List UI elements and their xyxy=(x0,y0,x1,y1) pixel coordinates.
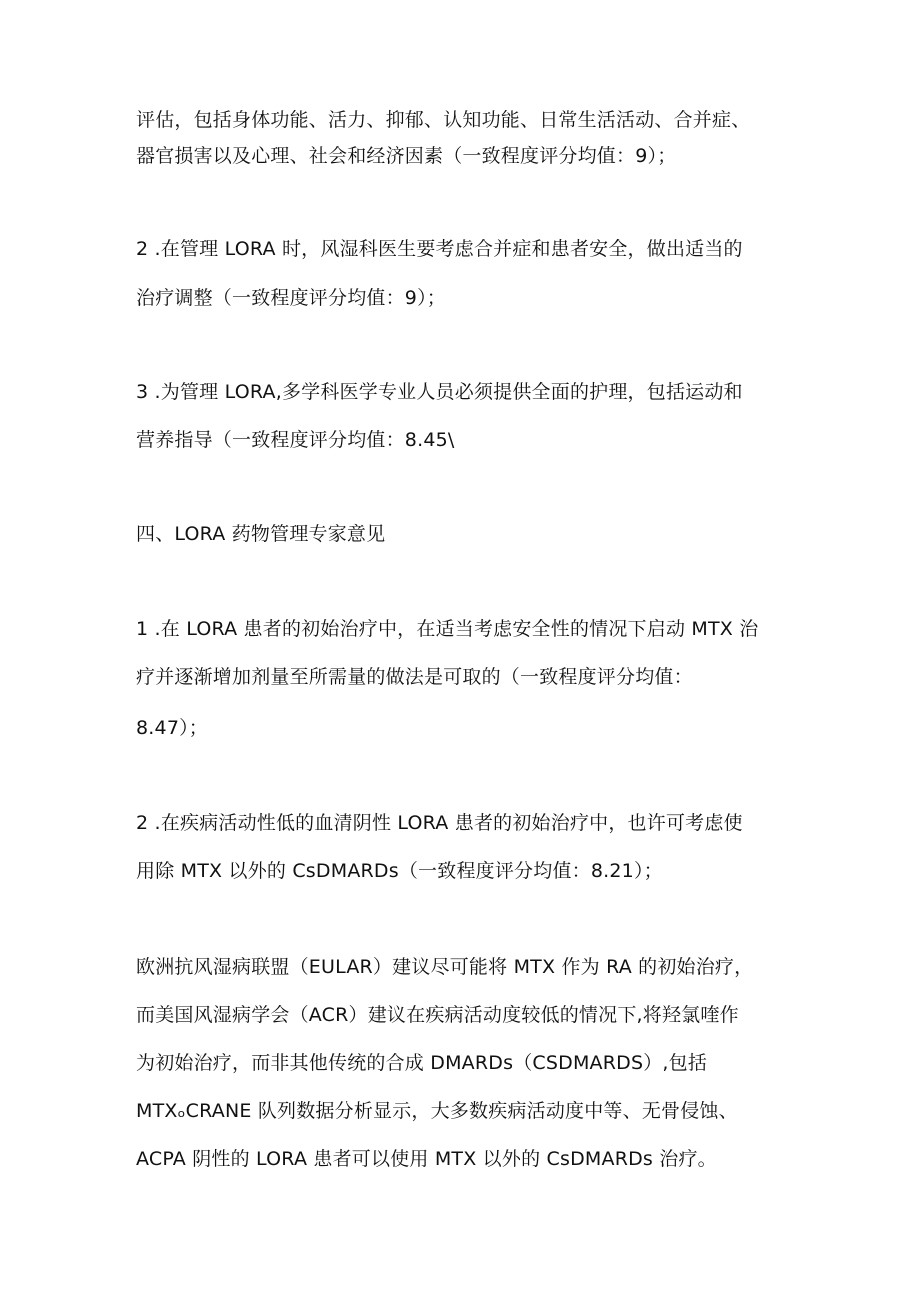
text-line: ACPA 阴性的 LORA 患者可以使用 MTX 以外的 CsDMARDs 治疗。 xyxy=(136,1148,717,1170)
text-line: 3 .为管理 LORA,多学科医学专业人员必须提供全面的护理，包括运动和 xyxy=(136,381,743,403)
text-line: 2 .在管理 LORA 时，风湿科医生要考虑合并症和患者安全，做出适当的 xyxy=(136,238,743,260)
text-line: 用除 MTX 以外的 CsDMARDs（一致程度评分均值：8.21）； xyxy=(136,860,663,882)
text-line: 治疗调整（一致程度评分均值：9）； xyxy=(136,287,446,309)
text-line: 而美国风湿病学会（ACR）建议在疾病活动度较低的情况下,将羟氯喹作 xyxy=(136,1004,739,1026)
text-line: 欧洲抗风湿病联盟（EULAR）建议尽可能将 MTX 作为 RA 的初始治疗， xyxy=(136,956,754,978)
text-line: 疗并逐渐增加剂量至所需量的做法是可取的（一致程度评分均值： xyxy=(136,666,693,688)
text-line: 营养指导（一致程度评分均值：8.45\ xyxy=(136,429,455,451)
text-line: 评估，包括身体功能、活力、抑郁、认知功能、日常生活活动、合并症、 xyxy=(136,109,751,131)
text-line: 2 .在疾病活动性低的血清阴性 LORA 患者的初始治疗中，也许可考虑使 xyxy=(136,812,743,834)
section-heading: 四、LORA 药物管理专家意见 xyxy=(136,523,386,545)
text-line: 8.47）； xyxy=(136,717,209,739)
text-line: 1 .在 LORA 患者的初始治疗中，在适当考虑安全性的情况下启动 MTX 治 xyxy=(136,618,759,640)
text-line: 器官损害以及心理、社会和经济因素（一致程度评分均值：9）； xyxy=(136,145,677,167)
text-line: MTXₒCRANE 队列数据分析显示，大多数疾病活动度中等、无骨侵蚀、 xyxy=(136,1100,738,1122)
text-line: 为初始治疗，而非其他传统的合成 DMARDs（CSDMARDS）,包括 xyxy=(136,1052,708,1074)
